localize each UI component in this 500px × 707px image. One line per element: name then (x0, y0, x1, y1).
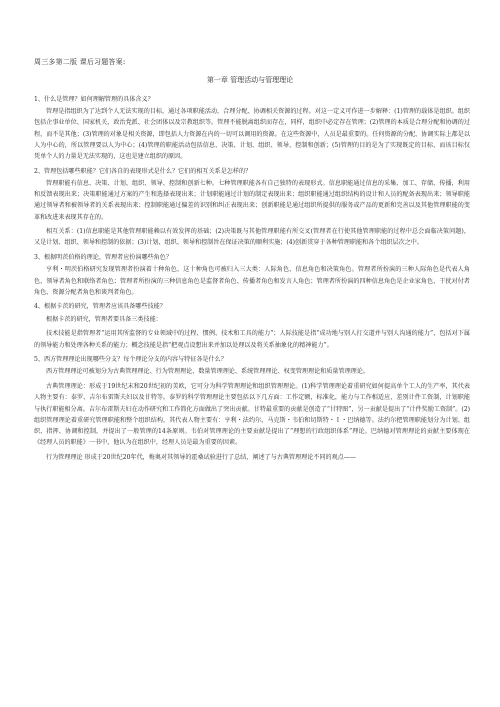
question-heading: 2、管理包括哪些职能？它们各自的表现形式是什么？它们的相互关系是怎样的？ (34, 167, 252, 175)
answer-paragraph: 技术技能是指管理者“运用其所监督的专业领域中的过程、惯例、技术和工具的能力”；人际技能是指“成功地与别人打交道并与别人沟通的能力”，包括对下属的领导能力和处理各种关系的能力；概念技能是指“把观点设想出来并加以处理以及将关系抽象化的精神能力”。 (34, 330, 470, 349)
answer-paragraph: 根据卡茨的研究，管理者要具备三类技能： (46, 315, 162, 323)
question-heading: 3、根据明茨伯格的理论，管理者应扮演哪些角色？ (34, 254, 172, 262)
question-heading: 4、根据卡茨的研究，管理者应该具备哪些技能？ (34, 303, 166, 311)
document-body (34, 94, 470, 467)
question-heading: 5、西方管理理论出现哪些分支？每个理论分支的内容与特征各是什么？ (34, 356, 227, 364)
answer-paragraph: 行为管理理论 形成于20世纪20年代，梅奥对其领导的霍桑试验进行了总结，阐述了与古典管理理论不同的观点—— (46, 453, 356, 461)
answer-paragraph: 管理是指组织为了达到个人无法实现的目标，通过各项职能活动，合理分配、协调相关资源的过程。对这一定义可作进一步解释：(1)管理的载体是组织。组织包括企事业单位、国家机关、政治党派、社会团体以及宗教组织等。管理不能脱离组织而存在，同样，组织中必定存在管理；(2)管理的本质是合理分配和协调的过程，而不是其他；(3)管理的对象是相关资源，即包括人力资源在内的一切可以调用的资源。在这些资源中，人员是最重要的。任何资源的分配、协调实际上都是以人为中心的，所以管理要以人为中心；(4)管理的职能活动包括信息、决策、计划、组织、领导、控制和创新；(5)管理的目的是为了实现既定的目标，而该目标仅凭单个人的力量是无法实现的，这也是建立组织的原因。 (34, 108, 470, 161)
answer-paragraph: 相互关系：(1)信息职能是其他管理职能赖以有效发挥的基础；(2)决策既与其他管理职能有所交叉(管理者在行使其他管理职能的过程中总会面临决策问题)，又是计划、组织、领导和控制的依据；(3)计划、组织、领导和控制旨在保证决策的顺利实施；(4)创新贯穿于各种管理职能和各个组织层次之中。 (34, 228, 470, 247)
answer-paragraph: 西方管理理论可被划分为古典管理理论、行为管理理论、数量管理理论、系统管理理论、权变管理理论和质量管理理论。 (46, 368, 369, 376)
question-heading: 1、什么是管理？如何理解管理的具体含义？ (34, 96, 154, 103)
answer-paragraph: 管理职能有信息、决策、计划、组织、领导、控制和创新七种。七种管理职能各有自己独特的表现形式。信息职能通过信息的采集、加工、存储、传播，利用和反馈表现出来；决策职能通过方案的产生和选择表现出来；计划职能通过计划的制定表现出来；组织职能通过组织结构的设计和人员的配备表现出来；领导职能通过领导者和被领导者的关系表现出来；控制职能通过偏差的识别和纠正表现出来；创新职能是通过组织所提供的服务或产品的更新和完善以及其他管理职能的变革和改进来表现其存在的。 (34, 179, 470, 221)
chapter-title: 第一章 管理活动与管理理论 (206, 76, 294, 84)
answer-paragraph: 亨利・明茨伯格研究发现管理者扮演着十种角色，这十种角色可被归入三大类：人际角色、信息角色和决策角色。管理者所扮演的三种人际角色是代表人角色、领导者角色和联络者角色；管理者所扮演的三种信息角色是监督者角色、传播者角色和发言人角色；管理者所扮演的四种信息角色是企业家角色、干扰对付者角色、资源分配者角色和谈判者角色。 (34, 266, 470, 296)
answer-paragraph: 古典管理理论：形成于19世纪末和20世纪初的美欧，它可分为科学管理理论和组织管理理论。(1)科学管理理论着重研究如何提高单个工人的生产率，其代表人物主要有：泰罗、吉尔布雷斯夫妇以及甘特等。泰罗的科学管理理论主要包括以下几方面：工作定额，标准化，能力与工作相适应，差别计件工资制，计划职能与执行职能相分离。吉尔布雷斯夫妇在动作研究和工作简化方面做出了突出贡献。甘特最重要的贡献是创造了“甘特图”，另一贡献是提出了“计件奖励工资制”。(2)组织管理理论着重研究管理职能和整个组织结构，其代表人物主要有：亨利・法约尔、马克斯・韦伯和切斯特・Ｉ・巴纳德等。法约尔把管理职能划分为计划、组织、指挥、协调和控制，并提出了一般管理的14条原则。韦伯对管理理论的主要贡献是提出了“理想的行政组织体系”理论。巴纳德对管理理论的贡献主要体现在《经理人员的职能》一书中，他认为在组织中，经理人员是最为重要的因素。 (34, 383, 470, 447)
document-header: 周三多第二版 课后习题答案: (34, 58, 126, 66)
